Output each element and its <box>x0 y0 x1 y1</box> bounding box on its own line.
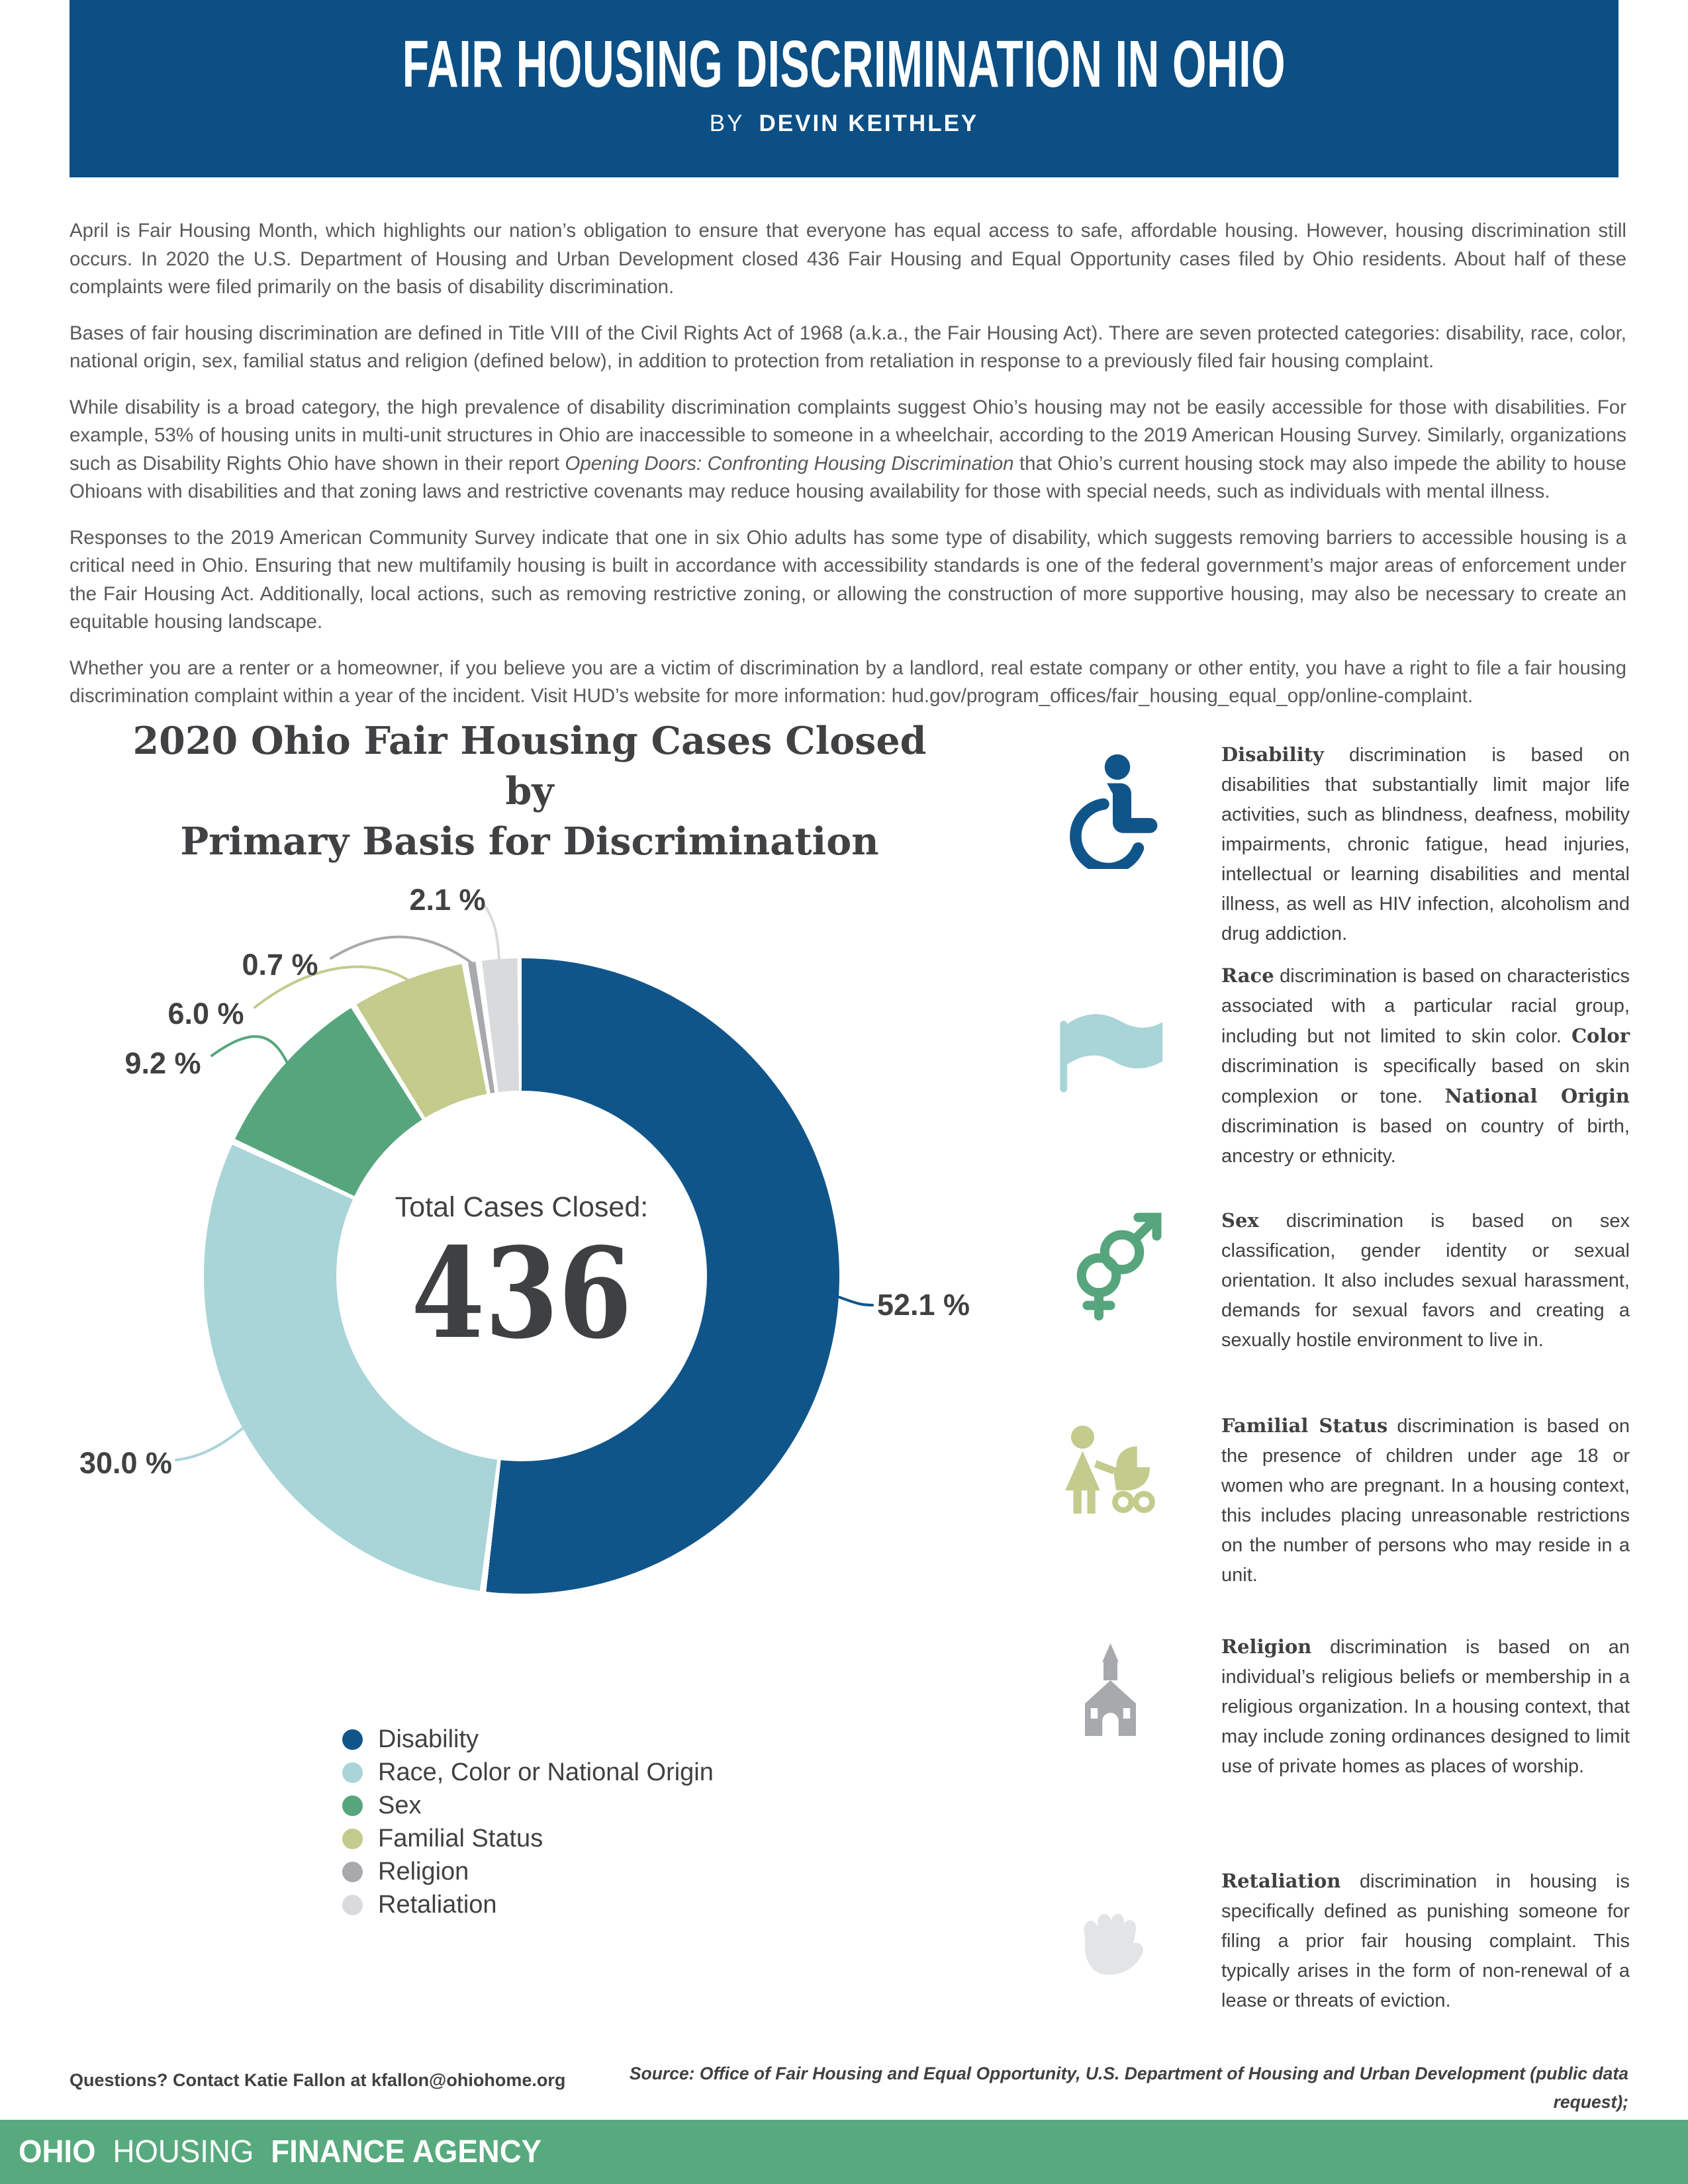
legend-item-retaliation <box>342 1888 714 1921</box>
legend-label-race: Race, Color or National Origin <box>378 1758 714 1786</box>
definition-race <box>1047 961 1630 1171</box>
definition-familial <box>1047 1411 1630 1590</box>
contact-line: Questions? Contact Katie Fallon at kfallon@ohiohome.org <box>70 2070 566 2090</box>
total-cases-value: 436 <box>411 1220 632 1367</box>
leader-disability <box>839 1297 872 1305</box>
intro-paragraph-3: While disability is a broad category, the high prevalence of disability discrimination complaints suggest Ohio’s housing may not be easily accessible for those with disabilities. For example, 53% of housing units in multi-unit structures in Ohio are inaccessible to someone in a wheelchair, according to the 2019 American Housing Survey. Similarly, organizations such as Disability Rights Ohio have shown in their report Opening Doors: Confronting Housing Discrimination that Ohio’s current housing stock may also impede the ability to house Ohioans with disabilities and that zoning laws and restrictive covenants may reduce housing availability for those with special needs, such as individuals with mental illness. <box>70 396 1626 502</box>
intro-paragraph-5: Whether you are a renter or a homeowner, if you believe you are a victim of discrimination by a landlord, real estate company or other entity, you have a right to file a fair housing discrimination complaint within a year of the incident. Visit HUD’s website for more information: hud.gov/program_offices/fair_housing_equal_opp/online-complaint. <box>70 657 1626 707</box>
gender-symbols-icon <box>1047 1206 1173 1325</box>
legend-item-religion <box>342 1855 714 1888</box>
intro-paragraph-2: Bases of fair housing discrimination are defined in Title VIII of the Civil Rights Act of 1968 (a.k.a., the Fair Housing Act). There are seven protected categories: disability, race, color, national origin, sex, familial status and religion (defined below), in addition to protection from retaliation in response to a previously filed fair housing complaint. <box>70 322 1626 372</box>
page-title: FAIR HOUSING DISCRIMINATION IN OHIO <box>402 27 1286 101</box>
agency-logo-housing: HOUSING <box>113 2134 254 2169</box>
total-cases-label: Total Cases Closed: <box>395 1191 649 1223</box>
definition-race-text: Race discrimination is based on characteristics associated with a particular racial group, including but not limited to skin color. Color discrimination is specifically based on skin complexion or tone. National Origin discrimination is based on country of birth, ancestry or ethnicity. <box>1221 964 1630 1167</box>
brand-bar <box>0 2120 1688 2184</box>
definition-familial-text: Familial Status discrimination is based on the presence of children under age 18 or women who are pregnant. In a housing context, this includes placing unreasonable restrictions on the number of persons who may reside in a unit. <box>1221 1414 1630 1586</box>
legend-item-sex <box>342 1789 714 1822</box>
definition-religion-text: Religion discrimination is based on an individual’s religious beliefs or membership in a religious organization. In a housing context, that may include zoning ordinances designed to limit use of private homes as places of worship. <box>1221 1635 1630 1777</box>
source-line-1: Source: Office of Fair Housing and Equal Opportunity, U.S. Department of Housing and Urban Development (public data request); <box>629 2064 1628 2112</box>
legend-dot-disability <box>342 1729 363 1750</box>
definition-disability-text: Disability discrimination is based on disabilities that substantially limit major life activities, such as blindness, deafness, mobility impairments, chronic fatigue, head injuries, intellectual or learning disabilities and mental illness, as well as HIV infection, alcoholism and drug addiction. <box>1221 743 1630 944</box>
pct-label-familial: 6.0 % <box>167 997 244 1030</box>
pct-label-race: 30.0 % <box>79 1446 173 1480</box>
church-icon <box>1047 1639 1173 1758</box>
legend-item-familial <box>342 1822 714 1855</box>
legend-dot-race <box>342 1762 363 1783</box>
legend-item-disability <box>342 1723 714 1756</box>
legend-item-race <box>342 1756 714 1789</box>
pct-label-sex: 9.2 % <box>124 1046 201 1080</box>
chart-legend <box>342 1723 714 1921</box>
leader-sex <box>212 1036 287 1063</box>
definition-retaliation-text: Retaliation discrimination in housing is specifically defined as punishing someone for filing a prior fair housing complaint. This typically arises in the form of non-renewal of a lease or threats of eviction. <box>1221 1870 1630 2011</box>
byline-prefix: BY <box>709 111 744 136</box>
byline-author: DEVIN KEITHLEY <box>759 111 979 136</box>
chart-title-line1: 2020 Ohio Fair Housing Cases Closed by <box>132 719 927 813</box>
wheelchair-icon <box>1047 753 1173 872</box>
pct-label-religion: 0.7 % <box>242 948 318 981</box>
legend-label-retaliation: Retaliation <box>378 1890 497 1919</box>
definition-disability <box>1047 740 1630 949</box>
leader-retaliation <box>483 903 499 960</box>
legend-label-religion: Religion <box>378 1857 469 1886</box>
pct-label-disability: 52.1 % <box>876 1288 970 1322</box>
raised-fist-icon <box>1047 1876 1173 1995</box>
header-banner <box>70 0 1618 177</box>
intro-text <box>70 217 1626 729</box>
definition-sex-text: Sex discrimination is based on sex classification, gender identity or sexual orientation. It also includes sexual harassment, demands for sexual favors and creating a sexually hostile environment to live in. <box>1221 1209 1630 1351</box>
mother-stroller-icon <box>1047 1421 1173 1540</box>
agency-logo <box>19 2134 541 2170</box>
intro-paragraph-4: Responses to the 2019 American Community Survey indicate that one in six Ohio adults has some type of disability, which suggests removing barriers to accessible housing is a critical need in Ohio. Ensuring that new multifamily housing is built in accordance with accessibility standards is one of the federal government’s major areas of enforcement under the Fair Housing Act. Additionally, local actions, such as removing restrictive zoning, or allowing the construction of more supportive housing, may also be necessary to create an equitable housing landscape. <box>70 526 1626 633</box>
legend-label-sex: Sex <box>378 1791 422 1819</box>
intro-paragraph-1: April is Fair Housing Month, which highlights our nation’s obligation to ensure that everyone has equal access to safe, affordable housing. However, housing discrimination still occurs. In 2020 the U.S. Department of Housing and Urban Development closed 436 Fair Housing and Equal Opportunity cases filed by Ohio residents. About half of these complaints were filed primarily on the basis of disability discrimination. <box>70 220 1626 298</box>
legend-dot-retaliation <box>342 1895 363 1915</box>
byline <box>70 111 1618 137</box>
leader-race <box>176 1428 244 1460</box>
definition-retaliation <box>1047 1866 1630 2016</box>
flag-icon <box>1047 987 1173 1110</box>
leader-religion <box>331 937 473 964</box>
leader-lines <box>0 827 1059 1688</box>
chart-title-line2: Primary Basis for Discrimination <box>180 819 879 864</box>
legend-label-familial: Familial Status <box>378 1824 543 1852</box>
definition-religion <box>1047 1632 1630 1782</box>
legend-dot-religion <box>342 1862 363 1882</box>
legend-label-disability: Disability <box>378 1725 479 1753</box>
pct-label-retaliation: 2.1 % <box>409 883 486 917</box>
definition-sex <box>1047 1206 1630 1355</box>
agency-logo-ohio: OHIO <box>19 2134 96 2169</box>
legend-dot-sex <box>342 1796 363 1816</box>
agency-logo-finance-agency: FINANCE AGENCY <box>271 2134 542 2169</box>
legend-dot-familial <box>342 1829 363 1849</box>
